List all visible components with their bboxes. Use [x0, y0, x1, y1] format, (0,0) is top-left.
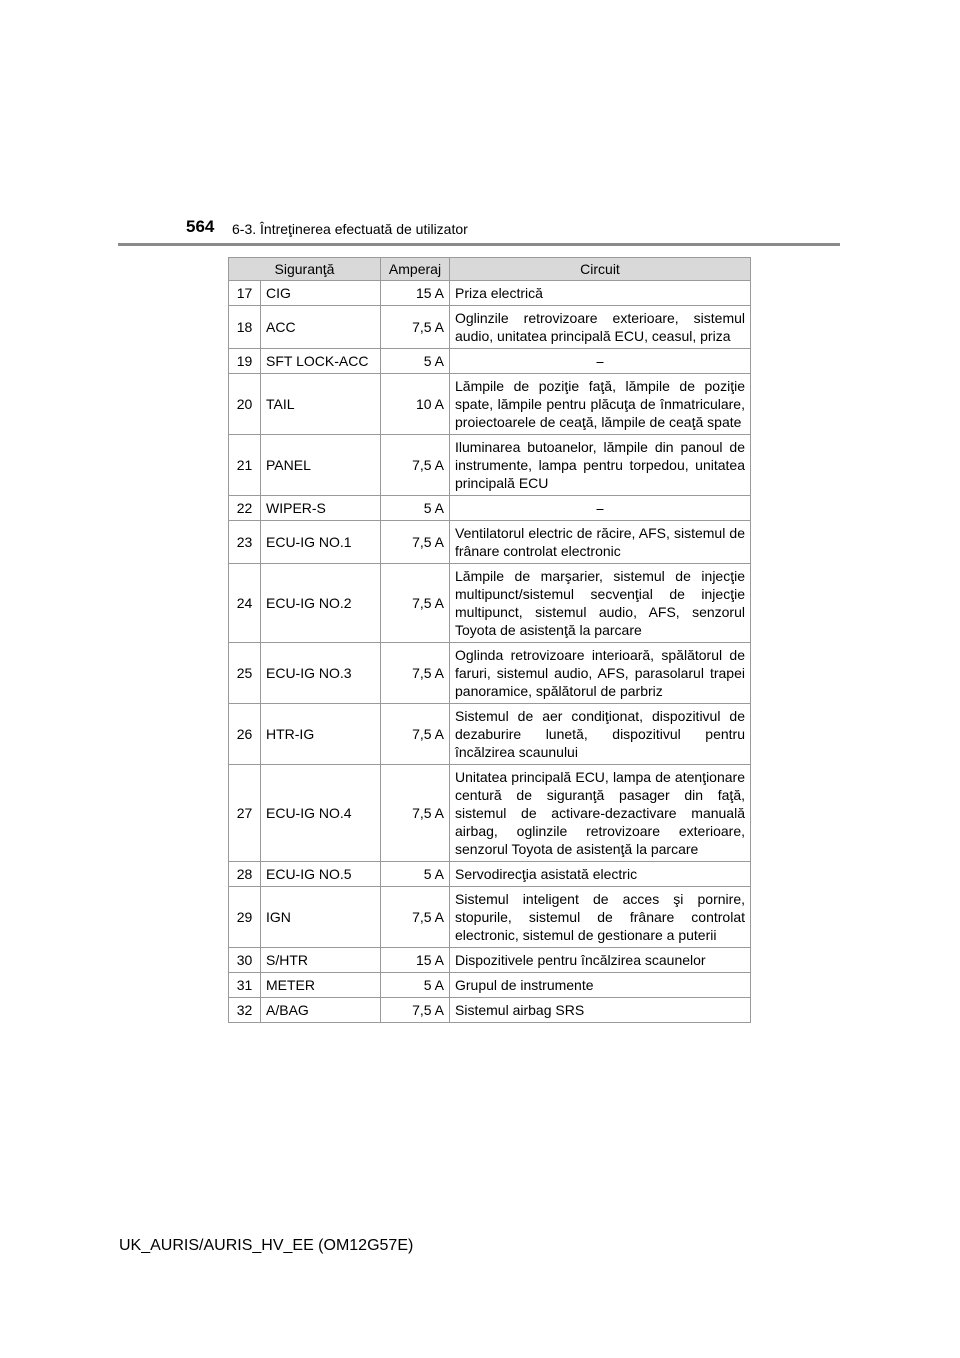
- amperage-cell: 7,5 A: [381, 704, 450, 765]
- circuit-cell: Servodirecţia asistată electric: [450, 862, 751, 887]
- fuse-name-cell: ECU-IG NO.1: [261, 521, 381, 564]
- fuse-name-cell: ACC: [261, 306, 381, 349]
- amperage-cell: 5 A: [381, 496, 450, 521]
- table-row: [229, 765, 751, 862]
- fuse-name-cell: ECU-IG NO.3: [261, 643, 381, 704]
- fuse-table-body: [229, 281, 751, 1023]
- fuse-name-cell: ECU-IG NO.4: [261, 765, 381, 862]
- amperage-cell: 7,5 A: [381, 887, 450, 948]
- fuse-table: [228, 257, 751, 1023]
- page-number: 564: [186, 217, 215, 236]
- table-row: [229, 998, 751, 1023]
- fuse-number-cell: 27: [229, 765, 261, 862]
- footer-model-code: UK_AURIS/AURIS_HV_EE (OM12G57E): [119, 1237, 414, 1254]
- amperage-cell: 7,5 A: [381, 998, 450, 1023]
- amperage-cell: 7,5 A: [381, 435, 450, 496]
- table-row: [229, 862, 751, 887]
- fuse-number-cell: 32: [229, 998, 261, 1023]
- amperage-cell: 15 A: [381, 948, 450, 973]
- circuit-cell: Grupul de instrumente: [450, 973, 751, 998]
- fuse-number-cell: 23: [229, 521, 261, 564]
- circuit-cell: Unitatea principală ECU, lampa de atenţionare centură de siguranţă pasager din faţă, sistemul de activare-dezactivare manuală airbag, oglinzile retrovizoare exterioare, senzorul Toyota de asistenţă la parcare: [450, 765, 751, 862]
- column-header-amperage: Amperaj: [381, 258, 450, 281]
- fuse-number-cell: 31: [229, 973, 261, 998]
- fuse-number-cell: 26: [229, 704, 261, 765]
- fuse-name-cell: PANEL: [261, 435, 381, 496]
- amperage-cell: 7,5 A: [381, 765, 450, 862]
- table-row: [229, 887, 751, 948]
- amperage-cell: 7,5 A: [381, 643, 450, 704]
- amperage-cell: 5 A: [381, 349, 450, 374]
- amperage-cell: 7,5 A: [381, 521, 450, 564]
- fuse-name-cell: ECU-IG NO.2: [261, 564, 381, 643]
- header-divider: [118, 243, 840, 246]
- fuse-number-cell: 30: [229, 948, 261, 973]
- fuse-name-cell: A/BAG: [261, 998, 381, 1023]
- fuse-number-cell: 20: [229, 374, 261, 435]
- circuit-cell: Sistemul airbag SRS: [450, 998, 751, 1023]
- fuse-number-cell: 21: [229, 435, 261, 496]
- table-row: [229, 435, 751, 496]
- fuse-name-cell: TAIL: [261, 374, 381, 435]
- fuse-name-cell: CIG: [261, 281, 381, 306]
- fuse-number-cell: 17: [229, 281, 261, 306]
- amperage-cell: 7,5 A: [381, 306, 450, 349]
- fuse-name-cell: WIPER-S: [261, 496, 381, 521]
- circuit-cell: Sistemul inteligent de acces şi pornire, stopurile, sistemul de frânare controlat electronic, sistemul de gestionare a puterii: [450, 887, 751, 948]
- section-title: 6-3. Întreţinerea efectuată de utilizator: [232, 221, 468, 237]
- circuit-cell: Sistemul de aer condiţionat, dispozitivul de dezaburire lunetă, dispozitivul pentru încălzirea scaunului: [450, 704, 751, 765]
- table-row: [229, 496, 751, 521]
- circuit-cell: Lămpile de marşarier, sistemul de injecţie multipunct/sistemul secvenţial de injecţie multipunct, sistemul audio, AFS, senzorul Toyota de asistenţă la parcare: [450, 564, 751, 643]
- fuse-name-cell: METER: [261, 973, 381, 998]
- table-row: [229, 281, 751, 306]
- column-header-fuse: Siguranţă: [229, 258, 381, 281]
- table-row: [229, 704, 751, 765]
- circuit-cell: Oglinda retrovizoare interioară, spălătorul de faruri, sistemul audio, AFS, parasolarul trapei panoramice, spălătorul de parbriz: [450, 643, 751, 704]
- circuit-cell: Iluminarea butoanelor, lămpile din panoul de instrumente, lampa pentru torpedou, unitatea principală ECU: [450, 435, 751, 496]
- circuit-cell: Dispozitivele pentru încălzirea scaunelor: [450, 948, 751, 973]
- fuse-name-cell: S/HTR: [261, 948, 381, 973]
- table-row: [229, 374, 751, 435]
- circuit-cell: Lămpile de poziţie faţă, lămpile de poziţie spate, lămpile pentru plăcuţa de înmatriculare, proiectoarele de ceaţă, lămpile de ceaţă spate: [450, 374, 751, 435]
- fuse-number-cell: 22: [229, 496, 261, 521]
- fuse-name-cell: SFT LOCK-ACC: [261, 349, 381, 374]
- table-header-row: [229, 258, 751, 281]
- table-row: [229, 973, 751, 998]
- column-header-circuit: Circuit: [450, 258, 751, 281]
- table-row: [229, 643, 751, 704]
- amperage-cell: 5 A: [381, 973, 450, 998]
- fuse-number-cell: 19: [229, 349, 261, 374]
- amperage-cell: 7,5 A: [381, 564, 450, 643]
- table-row: [229, 349, 751, 374]
- circuit-cell: ⎯: [450, 349, 751, 374]
- amperage-cell: 10 A: [381, 374, 450, 435]
- table-row: [229, 306, 751, 349]
- fuse-name-cell: IGN: [261, 887, 381, 948]
- circuit-cell: Oglinzile retrovizoare exterioare, sistemul audio, unitatea principală ECU, ceasul, priza: [450, 306, 751, 349]
- table-row: [229, 521, 751, 564]
- table-row: [229, 564, 751, 643]
- circuit-cell: ⎯: [450, 496, 751, 521]
- table-row: [229, 948, 751, 973]
- amperage-cell: 5 A: [381, 862, 450, 887]
- fuse-number-cell: 24: [229, 564, 261, 643]
- fuse-number-cell: 25: [229, 643, 261, 704]
- amperage-cell: 15 A: [381, 281, 450, 306]
- fuse-number-cell: 29: [229, 887, 261, 948]
- fuse-name-cell: HTR-IG: [261, 704, 381, 765]
- circuit-cell: Priza electrică: [450, 281, 751, 306]
- circuit-cell: Ventilatorul electric de răcire, AFS, sistemul de frânare controlat electronic: [450, 521, 751, 564]
- fuse-number-cell: 28: [229, 862, 261, 887]
- fuse-number-cell: 18: [229, 306, 261, 349]
- fuse-name-cell: ECU-IG NO.5: [261, 862, 381, 887]
